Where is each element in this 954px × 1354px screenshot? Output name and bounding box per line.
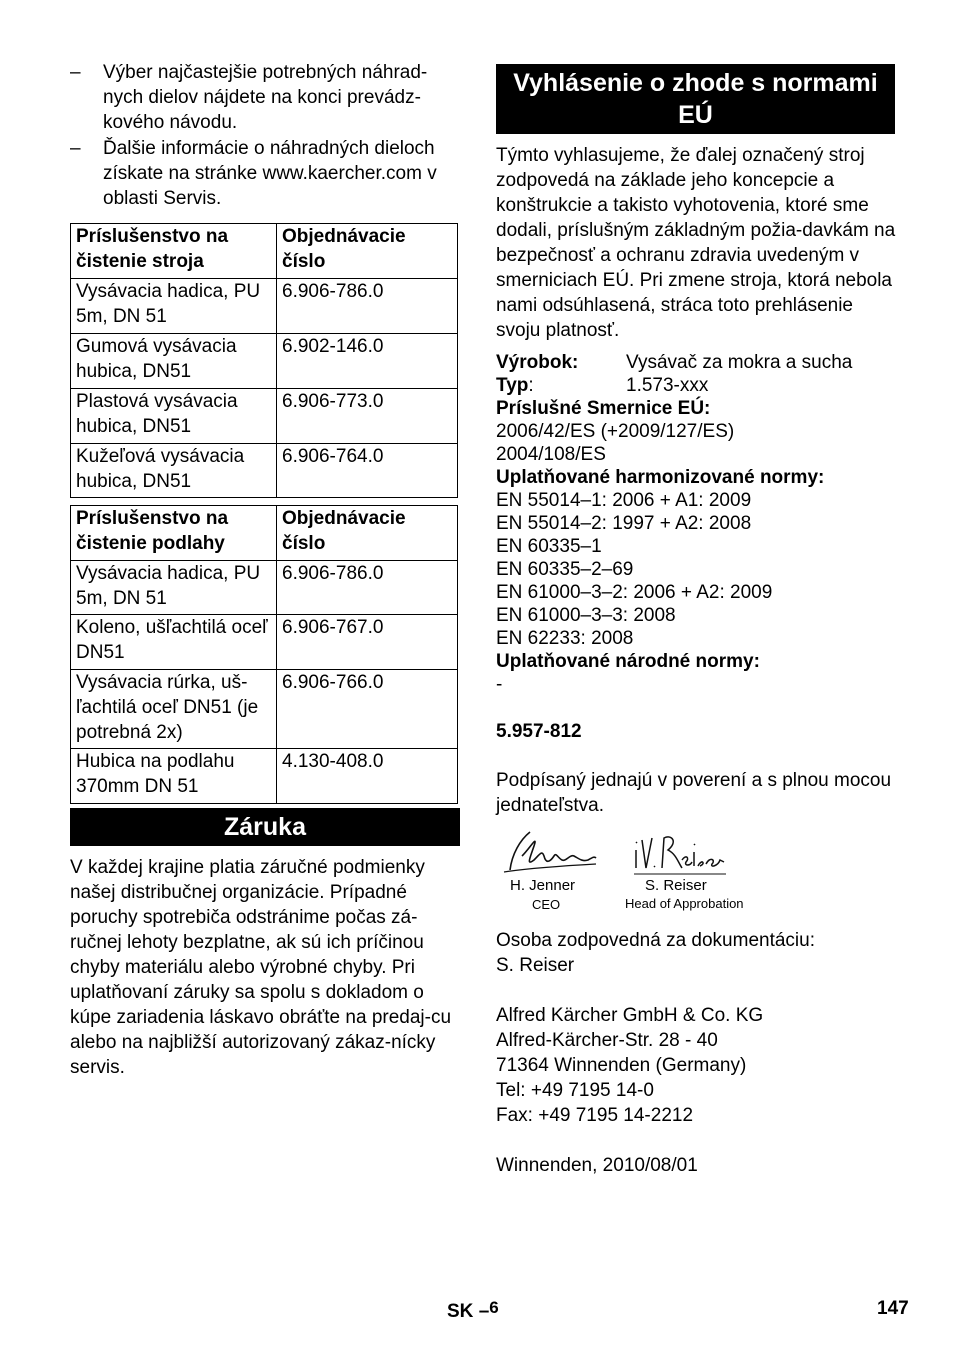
declaration-heading: Vyhlásenie o zhode s normami EÚ xyxy=(496,64,895,134)
signatory-role: CEO xyxy=(532,897,561,912)
standard-item: EN 60335–1 xyxy=(496,536,602,557)
type-value: 1.573-xxx xyxy=(626,375,709,396)
place-date: Winnenden, 2010/08/01 xyxy=(496,1155,698,1176)
document-number: 5.957-812 xyxy=(496,721,582,742)
address-line: Fax: +49 7195 14-2212 xyxy=(496,1105,694,1126)
footer-section: SK xyxy=(447,1301,474,1322)
table-header-cell: Objednávacie číslo xyxy=(277,224,458,279)
table-header-cell: Príslušenstvo na čistenie stroja xyxy=(71,224,277,279)
warranty-text: V každej krajine platia záručné podmienky našej distribučnej organizácie. Prípadné poruchy spotrebiča odstránime počas zá-ručnej lehoty bezplatne, ak sú ich príčinou chyby materiálu alebo výrobné chyby. Pri uplatňovaní záruky sa spolu s dokladom o kúpe zariadenia láskavo obráťte na predaj-cu alebo na najbližší autorizovaný zákaz-nícky servis. xyxy=(70,857,452,1078)
address-line: Alfred Kärcher GmbH & Co. KG xyxy=(496,1005,764,1026)
table-row xyxy=(71,279,458,334)
bullet-dash: – xyxy=(70,138,81,159)
responsible-label: Osoba zodpovedná za dokumentáciu: xyxy=(496,930,815,951)
national-label: Uplatňované národné normy: xyxy=(496,651,760,672)
company-address xyxy=(496,1003,763,1128)
table-row xyxy=(71,334,458,389)
floor-accessories-table xyxy=(70,505,458,804)
standard-item: EN 55014–1: 2006 + A1: 2009 xyxy=(496,490,752,511)
table-cell: 6.906-786.0 xyxy=(277,279,458,334)
responsible-name: S. Reiser xyxy=(496,955,575,976)
table-cell: 6.906-773.0 xyxy=(277,389,458,444)
declaration-intro: Týmto vyhlasujeme, že ďalej označený stroj zodpovedá na základe jeho koncepcie a konštrukcie a takisto vyhotovenia, ktoré sme dodali, príslušným základným požia-davkám na bezpečnosť a ochranu zdravia uvedeným v smerniciach EÚ. Pri zmene stroja, ktorá nebola nami odsúhlasená, stráca toto prehlásenie svoju platnosť. xyxy=(496,145,896,341)
product-value: Vysávač za mokra a sucha xyxy=(626,352,853,373)
address-line: Tel: +49 7195 14-0 xyxy=(496,1080,654,1101)
table-row xyxy=(71,749,458,804)
table-row xyxy=(71,561,458,615)
standard-item: EN 60335–2–69 xyxy=(496,559,634,580)
table-header-row xyxy=(71,506,458,561)
standard-item: EN 61000–3–2: 2006 + A2: 2009 xyxy=(496,582,773,603)
table-cell: Hubica na podlahu 370mm DN 51 xyxy=(71,749,277,804)
table-cell: Koleno, ušľachtilá oceľ DN51 xyxy=(71,615,277,670)
table-cell: 6.906-766.0 xyxy=(277,670,458,749)
table-cell: 4.130-408.0 xyxy=(277,749,458,804)
table-header-row xyxy=(71,224,458,279)
product-row xyxy=(496,351,896,374)
table-cell: 6.906-786.0 xyxy=(277,561,458,615)
type-row xyxy=(496,374,896,397)
type-label-wrap xyxy=(496,374,626,397)
table-row xyxy=(71,670,458,749)
directives-label: Príslušné Smernice EÚ: xyxy=(496,398,711,419)
reiser-signature xyxy=(632,830,728,878)
footer-section-label xyxy=(447,1298,499,1323)
footer-section-page: 6 xyxy=(489,1298,499,1317)
table-cell: Vysávacia hadica, PU 5m, DN 51 xyxy=(71,279,277,334)
table-cell: Vysávacia rúrka, uš-ľachtilá oceľ DN51 (je potrebná 2x) xyxy=(71,670,277,749)
table-cell: Gumová vysávacia hubica, DN51 xyxy=(71,334,277,389)
standard-item: EN 62233: 2008 xyxy=(496,628,634,649)
table-row xyxy=(71,444,458,498)
address-line: 71364 Winnenden (Germany) xyxy=(496,1055,747,1076)
info-bullet-list xyxy=(70,60,460,212)
signatory-name: H. Jenner xyxy=(510,877,576,894)
standard-item: EN 55014–2: 1997 + A2: 2008 xyxy=(496,513,752,534)
table-cell: Plastová vysávacia hubica, DN51 xyxy=(71,389,277,444)
table-row xyxy=(71,389,458,444)
directive-item: 2004/108/ES xyxy=(496,444,606,465)
signatory-role: Head of Approbation xyxy=(625,896,744,911)
machine-accessories-table xyxy=(70,223,458,498)
type-label: Typ xyxy=(496,375,529,396)
signatory-name: S. Reiser xyxy=(645,877,707,894)
table-header-cell: Objednávacie číslo xyxy=(277,506,458,561)
bullet-text: Ďalšie informácie o náhradných dieloch získate na stránke www.kaercher.com v oblasti Servis. xyxy=(103,138,437,209)
footer-dash: – xyxy=(478,1301,490,1322)
directive-item: 2006/42/ES (+2009/127/ES) xyxy=(496,421,735,442)
harmonized-label: Uplatňované harmonizované normy: xyxy=(496,467,825,488)
list-item xyxy=(70,60,460,135)
signed-text: Podpísaný jednajú v poverení a s plnou mocou jednateľstva. xyxy=(496,770,892,816)
table-header-cell: Príslušenstvo na čistenie podlahy xyxy=(71,506,277,561)
table-cell: Vysávacia hadica, PU 5m, DN 51 xyxy=(71,561,277,615)
national-value: - xyxy=(496,674,503,695)
table-cell: 6.906-764.0 xyxy=(277,444,458,498)
product-label: Výrobok: xyxy=(496,352,579,373)
declaration-details xyxy=(496,351,896,696)
warranty-heading: Záruka xyxy=(70,808,460,846)
table-cell: 6.902-146.0 xyxy=(277,334,458,389)
address-line: Alfred-Kärcher-Str. 28 - 40 xyxy=(496,1030,718,1051)
table-cell: 6.906-767.0 xyxy=(277,615,458,670)
standard-item: EN 61000–3–3: 2008 xyxy=(496,605,676,626)
table-cell: Kužeľová vysávacia hubica, DN51 xyxy=(71,444,277,498)
bullet-dash: – xyxy=(70,62,81,83)
bullet-text: Výber najčastejšie potrebných náhrad-nych dielov nájdete na konci prevádz-kového návodu. xyxy=(103,62,428,133)
jenner-signature xyxy=(500,826,600,878)
type-colon: : xyxy=(528,375,534,396)
list-item xyxy=(70,136,460,211)
table-row xyxy=(71,615,458,670)
page-number: 147 xyxy=(877,1298,909,1319)
